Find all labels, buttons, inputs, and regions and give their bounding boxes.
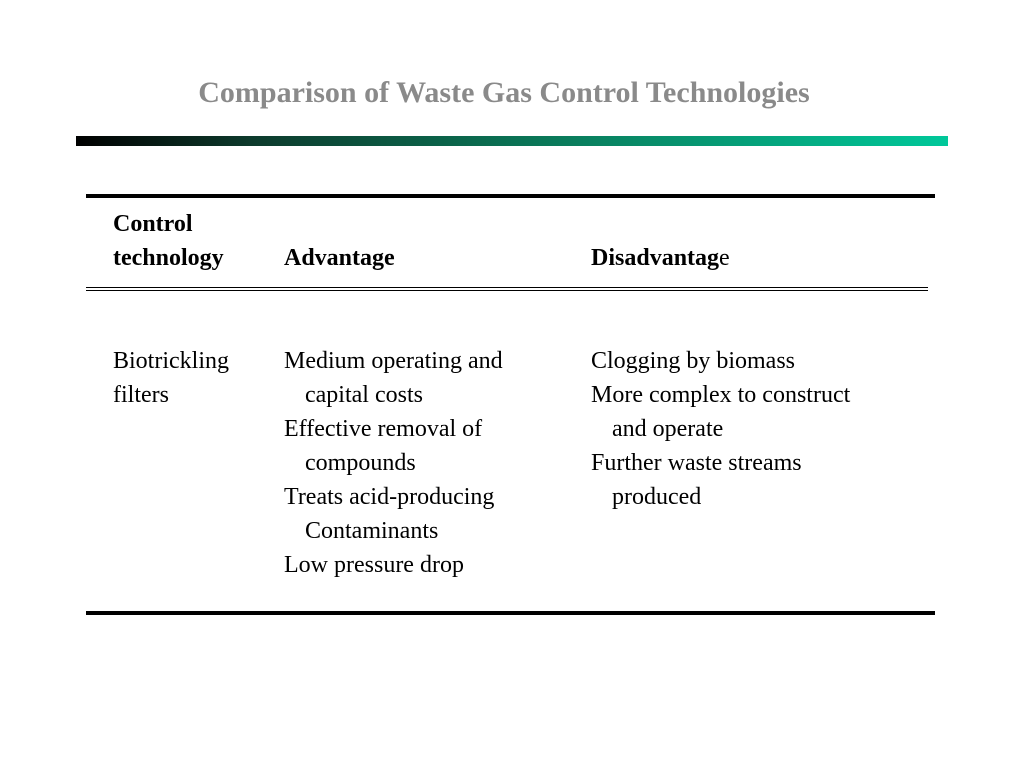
disadvantage-line: produced xyxy=(612,484,702,510)
header-control-line1: Control xyxy=(113,211,193,237)
header-disadvantage-bold: Disadvantag xyxy=(591,245,720,271)
advantage-line: Medium operating and xyxy=(284,348,503,374)
technology-line1: Biotrickling xyxy=(113,348,229,374)
advantage-line: Effective removal of xyxy=(284,416,483,442)
header-double-rule xyxy=(86,287,928,291)
disadvantage-line: More complex to construct xyxy=(591,382,851,408)
slide-title: Comparison of Waste Gas Control Technologies xyxy=(198,76,810,109)
advantage-line: capital costs xyxy=(305,382,423,408)
disadvantages-list xyxy=(591,344,850,514)
advantage-line: Treats acid-producing xyxy=(284,484,495,510)
title-gradient-bar xyxy=(76,136,948,146)
disadvantage-line: and operate xyxy=(612,416,724,442)
header-control-line2: technology xyxy=(113,245,224,271)
disadvantage-line: Clogging by biomass xyxy=(591,348,796,374)
advantage-line: Low pressure drop xyxy=(284,552,464,578)
header-disadvantage xyxy=(591,241,730,275)
header-disadvantage-tail: e xyxy=(719,245,730,271)
row-technology xyxy=(113,344,229,412)
advantage-line: Contaminants xyxy=(305,518,439,544)
technology-line2: filters xyxy=(113,382,169,408)
table-top-rule xyxy=(86,194,935,198)
advantages-list xyxy=(284,344,503,582)
disadvantage-line: Further waste streams xyxy=(591,450,802,476)
header-advantage: Advantage xyxy=(284,245,395,271)
advantage-line: compounds xyxy=(305,450,416,476)
table-bottom-rule xyxy=(86,611,935,615)
header-control-technology xyxy=(113,207,224,275)
